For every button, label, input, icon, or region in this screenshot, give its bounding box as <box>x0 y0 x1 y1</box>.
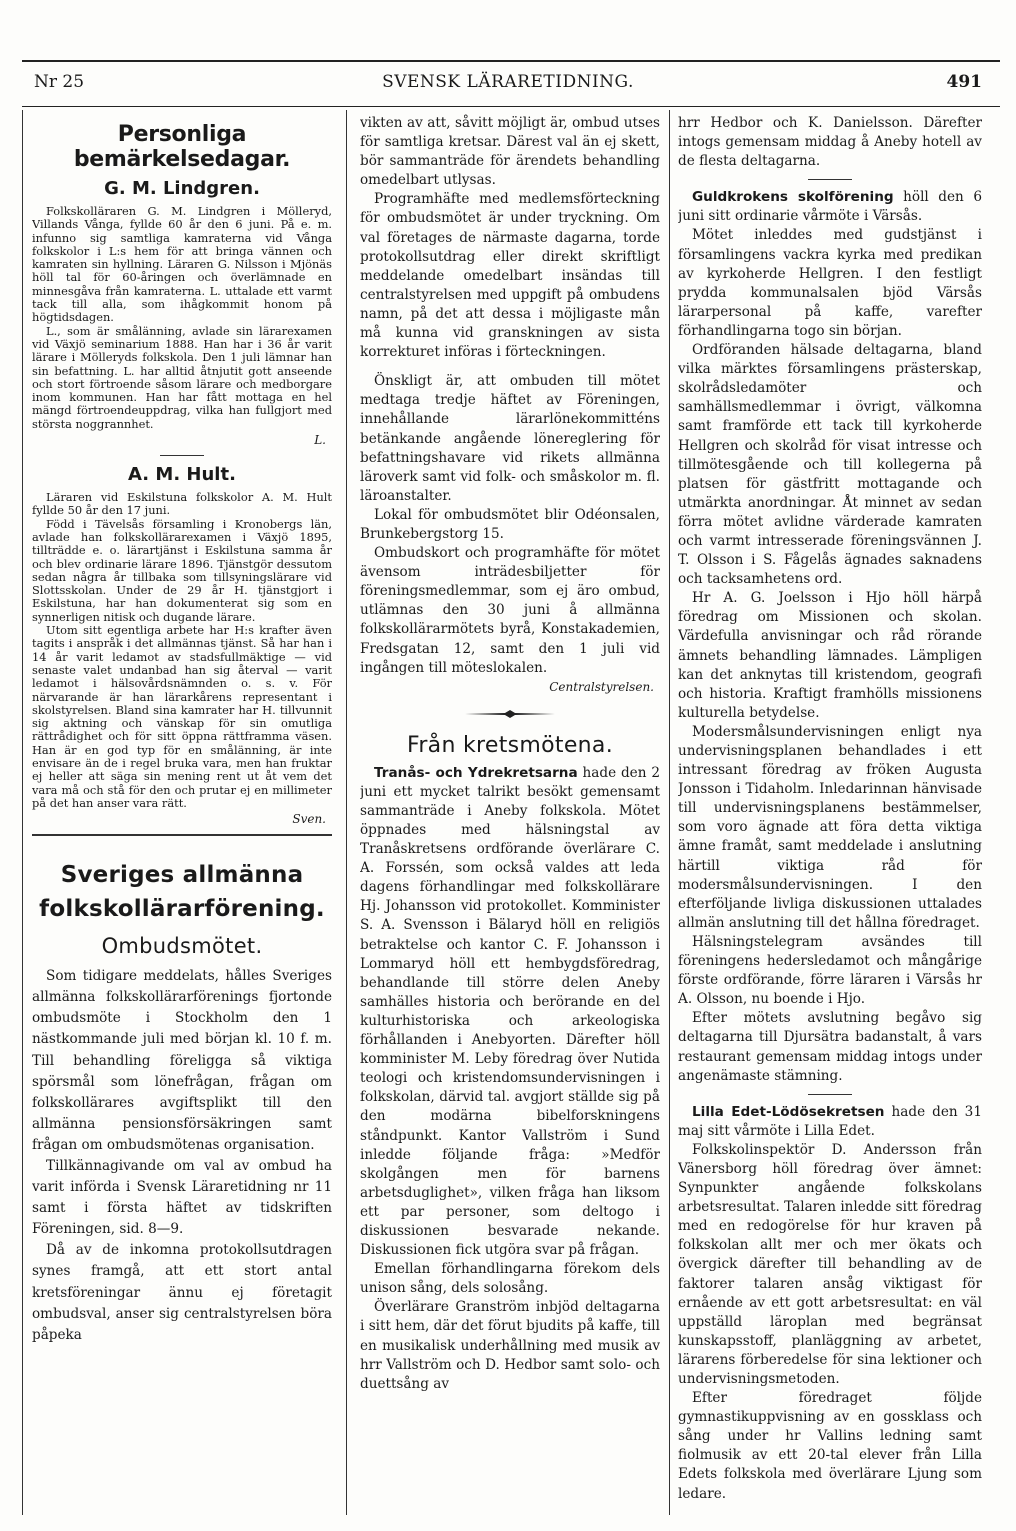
paragraph-text: hade den 2 juni ett mycket talrikt besökt gemensamt sammanträde i Aneby folkskola. Mötet öppnades med hälsningstal av Tranåskretsens ordförande överlärare C. A. Forssén, som också valdes att leda dagens förhandlingar med folkskollärare Hj. Johansson vid protokollet. Komminister S. A. Svensson i Bälaryd höll en religiös betraktelse och kantor C. F. Johansson i Lommaryd höll ett hembygdsföredrag, behandlande till större delen Aneby samhälles historia och berörande en del kulturhistoriska och arkeologiska förhållanden i Anebyorten. Därefter höll komminister M. Leby föredrag över Nutida teologi och kristendomsundervisningen i folkskolan, därvid tal. avgjort ställde sig på den modärna bibelforskningens ståndpunkt. Kantor Vallström i Sund inledde följande fråga: »Medför skolgången men för barnens arbetsduglighet», vilken fråga han liksom ett par personer, som deltogo i diskussionen besvarade nekande. Diskussionen fick utgöra svar på frågan. <box>360 764 660 1259</box>
issue-number: Nr 25 <box>34 72 85 92</box>
organization-title-line-1: Sveriges allmänna <box>60 862 304 889</box>
paragraph <box>678 188 982 226</box>
column-3 <box>678 114 982 1514</box>
paragraph-gap <box>360 362 660 372</box>
section-title-kretsmoten: Från kretsmötena. <box>406 732 613 758</box>
paragraph-text: höll den 6 juni sitt ordinarie vårmöte i Värsås. <box>678 189 982 225</box>
paragraph: Utom sitt egentliga arbete har H:s krafter även tagits i anspråk i det allmännas tjänst. Så har han i 14 år varit ledamot av stadsfullmäktige — vid senaste valet undanbad han sig återval — varit ledamot i hälsovårdsnämnden o. s. v. För närvarande är han lärarkårens representant i skolstyrelsen. Bland sina kamrater har H. tillvunnit sig aktning och vänskap för sin omutliga rättrådighet och för sitt öppna rättframma väsen. Han är en god typ för en smålänning, är inte envisare än de i regel bruka vara, men han fruktar ej heller att säga sin mening rent ut åt vem det vara må och stå för den och prutar ej en millimeter på det han anser vara rätt. <box>32 623 332 810</box>
top-border-rule <box>22 60 1000 62</box>
article-hult <box>32 491 332 810</box>
section-title-personliga: Personliga bemärkelsedagar. <box>73 122 291 172</box>
paragraph: hrr Hedbor och K. Danielsson. Därefter intogs gemensam middag å Aneby hotell av de flesta deltagarna. <box>678 115 982 170</box>
lead-lilla-edet: Lilla Edet-Lödösekretsen <box>692 1103 885 1120</box>
paragraph: Överlärare Granström inbjöd deltagarna i sitt hem, där det förut bjudits på kaffe, till en musikalisk underhållning med musik av hrr Vallström och D. Hedbor samt solo- och duettsång av <box>360 1299 660 1392</box>
left-border-rule <box>22 110 23 1515</box>
paragraph: Ordföranden hälsade deltagarna, bland vilka märktes församlingens prästerskap, skolrådsledamöter och samhällsmedlemmar i övrigt, välkomna samt framförde ett tack till kyrkoherde Hellgren och skolråd för visat intresse och tillmötesgående och till kollegerna på platsen för gästfritt mottagande och utmärkta anordningar. Åt minnet av sedan förra mötet avlidne värderade kamraten och varmt intresserade föreningsvännen J. T. Olsson i S. Fågelås ägnades saknadens och tacksamhetens ord. <box>678 342 982 588</box>
header-rule <box>22 106 1000 107</box>
paragraph: Folkskolläraren G. M. Lindgren i Mölleryd, Villands Vånga, fyllde 60 år den 6 juni. På e. m. infunno sig samtliga kamraterna vid Vånga folkskolor i L:s hem för att bringa vännen och kamraten sin hyllning. Läraren G. Nilsson i Mjönäs höll tal för 60-åringen och överlämnade en minnesgåva från kamraterna. L. uttalade ett varmt tack till alla, som ihågkommit honom på högtidsdagen. <box>32 204 332 325</box>
paragraph: Hr A. G. Joelsson i Hjo höll härpå föredrag om Missionen och skolan. Värdefulla anvisningar och råd rörande ämnets behandling lämnades. Lämpligen kan det anknytas till kristendom, geografi och historia. Kraftigt framhölls missionens kulturella betydelse. <box>678 590 982 721</box>
paragraph: Programhäfte med medlemsförteckning för ombudsmötet är under tryckning. Om val företages de närmaste dagarna, torde protokollsutdrag eller direkt skriftligt meddelande omedelbart insändas till centralstyrelsen med uppgift på ombudens namn, på det att dessa i möjligaste mån må kunna vid granskningen av sista korrekturet införas i förteckningen. <box>360 191 660 361</box>
lead-guldkroken: Guldkrokens skolförening <box>692 189 894 206</box>
article-ombudsmotet-continued <box>360 114 660 678</box>
publication-title: SVENSK LÄRARETIDNING. <box>382 72 634 92</box>
paragraph: Tillkännagivande om val av ombud ha varit införda i Svensk Läraretidning nr 11 samt i första häftet av tidskriften Föreningen, sid. 8—9. <box>32 1158 332 1238</box>
article-lilla-edet <box>678 1103 982 1504</box>
paragraph: vikten av att, såvitt möjligt är, ombud utses för samtliga kretsar. Därest val än ej skett, bör sammanträde för ärendets behandling omedelbart utlysas. <box>360 115 660 189</box>
separator-rule <box>808 179 852 180</box>
meeting-title: Ombudsmötet. <box>101 934 263 959</box>
paragraph: Då av de inkomna protokollsutdragen synes framgå, att ett stort antal kretsföreningar ännu ej företagit ombudsval, anser sig centralstyrelsen böra påpeka <box>32 1242 332 1343</box>
paragraph: Lokal för ombudsmötet blir Odéonsalen, Brunkebergstorg 15. <box>360 506 660 542</box>
article-tranas <box>360 764 660 1394</box>
separator-rule <box>160 455 204 456</box>
article-lindgren <box>32 205 332 431</box>
paragraph: Som tidigare meddelats, hålles Sveriges allmänna folkskollärarförenings fjortonde ombudsmöte i Stockholm den 1 nästkommande juli med början kl. 10 f. m. Till behandling föreligga så viktiga spörsmål som lönefrågan, frågan om folkskollärares avgiftsplikt till den allmänna pensionsförsäkringen samt frågan om ombudsmötenas organisation. <box>32 968 332 1153</box>
organization-title-line-2: folkskollärarförening. <box>39 896 325 923</box>
article-title-hult: A. M. Hult. <box>128 464 236 486</box>
paragraph: Hälsningstelegram avsändes till föreningens hedersledamot och mångårige förste ordförande, förre läraren i Värsås hr A. Olsson, nu boende i Hjo. <box>678 933 982 1008</box>
paragraph <box>678 1103 982 1141</box>
ornament-icon <box>465 709 555 719</box>
article-title-lindgren: G. M. Lindgren. <box>104 178 260 199</box>
article-ombudsmotet <box>32 966 332 1346</box>
column-1 <box>32 114 332 1514</box>
paragraph: Önskligt är, att ombuden till mötet medtaga tredje häftet av Föreningen, innehållande lärarlönekommitténs betänkande angående lönereglering för befattningshavare vid rikets allmänna läroverk samt vid folk- och småskolor m. fl. läroanstalter. <box>360 373 660 504</box>
paragraph: Mötet inleddes med gudstjänst i församlingens vackra kyrka med predikan av kyrkoherde Hellgren. I den festligt prydda kommunalsalen bjöd Värsås lärarpersonal på kaffe, varefter förhandlingarna togo sin början. <box>678 227 982 339</box>
article-tranas-continued <box>678 114 982 171</box>
paragraph: Modersmålsundervisningen enligt nya undervisningsplanen behandlades i ett intressant föredrag av fröken Augusta Jonsson i Tidaholm. Inledarinnan hänvisade till undervisningsplanens bestämmelser, som voro ägnade att föra detta viktiga ämne framåt, samt meddelade i anslutning härtill viktiga råd för modersmålsundervisningen. I den efterföljande livliga diskussionen uttalades allmän anslutning till det hållna föredraget. <box>678 723 982 931</box>
column-2 <box>360 114 660 1514</box>
paragraph: Folkskolinspektör D. Andersson från Vänersborg höll föredrag över ämnet: Synpunkter angående folkskolans arbetsresultat. Talaren inledde sitt föredrag med en redogörelse för hur kraven på folkskolan allt mer och mer ökats och övergick därefter till behandling av de faktorer talaren ansåg viktigast för ernående av ett gott arbetsresultat: en väl uppställd läroplan med begränsat kunskapsstoff, planläggning av arbetet, lärarens förberedelse för sina lektioner och undervisningsmetoden. <box>678 1141 982 1387</box>
organization-title <box>32 858 332 926</box>
paragraph: Efter föredraget följde gymnastikuppvisning av en gossklass och sång under hr Vallins ledning samt fiolmusik av ett 20-tal elever från Lilla Edets folkskola med överlärare Ljung som ledare. <box>678 1390 982 1502</box>
signature-hult: Sven. <box>292 812 326 827</box>
column-divider-2 <box>669 110 670 1515</box>
section-separator-rule <box>32 834 332 836</box>
paragraph: L., som är smålänning, avlade sin lärarexamen vid Växjö seminarium 1888. Han har i 36 år varit lärare i Mölleryds folkskola. Den 1 juli lämnar han sin befattning. L. har alltid åtnjutit gott anseende och stort förtroende såsom lärare och medborgare inom kommunen. Han har fått mottaga en hel mängd förtroendeuppdrag, vilka han fullgjort med största noggrannhet. <box>32 323 332 431</box>
paragraph: Ombudskort och programhäfte för mötet ävensom inträdesbiljetter för föreningsmedlemmar, som ej äro ombud, utlämnas den 30 juni å allmänna folkskollärarmötets byrå, Konstakademien, Fredsgatan 12, samt den 1 juli vid ingången till möteslokalen. <box>360 545 660 676</box>
paragraph: Emellan förhandlingarna förekom dels unison sång, dels solosång. <box>360 1261 660 1297</box>
paragraph <box>360 764 660 1260</box>
page-number: 491 <box>946 72 982 92</box>
signature-lindgren: L. <box>314 433 326 448</box>
column-divider-1 <box>346 110 347 1515</box>
article-guldkroken <box>678 188 982 1085</box>
separator-rule <box>808 1094 852 1095</box>
paragraph-text: hade den 31 maj sitt vårmöte i Lilla Edet. <box>678 1103 982 1139</box>
paragraph: Efter mötets avslutning begåvo sig deltagarna till Djursätra badanstalt, å vars restaurant gemensam middag intogs under angenämaste stämning. <box>678 1010 982 1084</box>
paragraph: Läraren vid Eskilstuna folkskolor A. M. Hult fyllde 50 år den 17 juni. <box>32 490 332 518</box>
signature-centralstyrelsen: Centralstyrelsen. <box>549 679 654 694</box>
paragraph: Född i Tävelsås församling i Kronobergs län, avlade han folkskollärarexamen i Växjö 1895, tillträdde e. o. lärartjänst i Eskilstuna samma år och blev ordinarie lärare 1896. Tjänstgör dessutom sedan några år tillbaka som tillsyningslärare vid Slottsskolan. Under de 29 år H. tjänstgjort i Eskilstuna, har han dokumenterat sig som en synnerligen nitisk och dugande lärare. <box>32 516 332 624</box>
lead-tranas: Tranås- och Ydrekretsarna <box>374 764 578 781</box>
ornament-divider <box>360 704 660 723</box>
